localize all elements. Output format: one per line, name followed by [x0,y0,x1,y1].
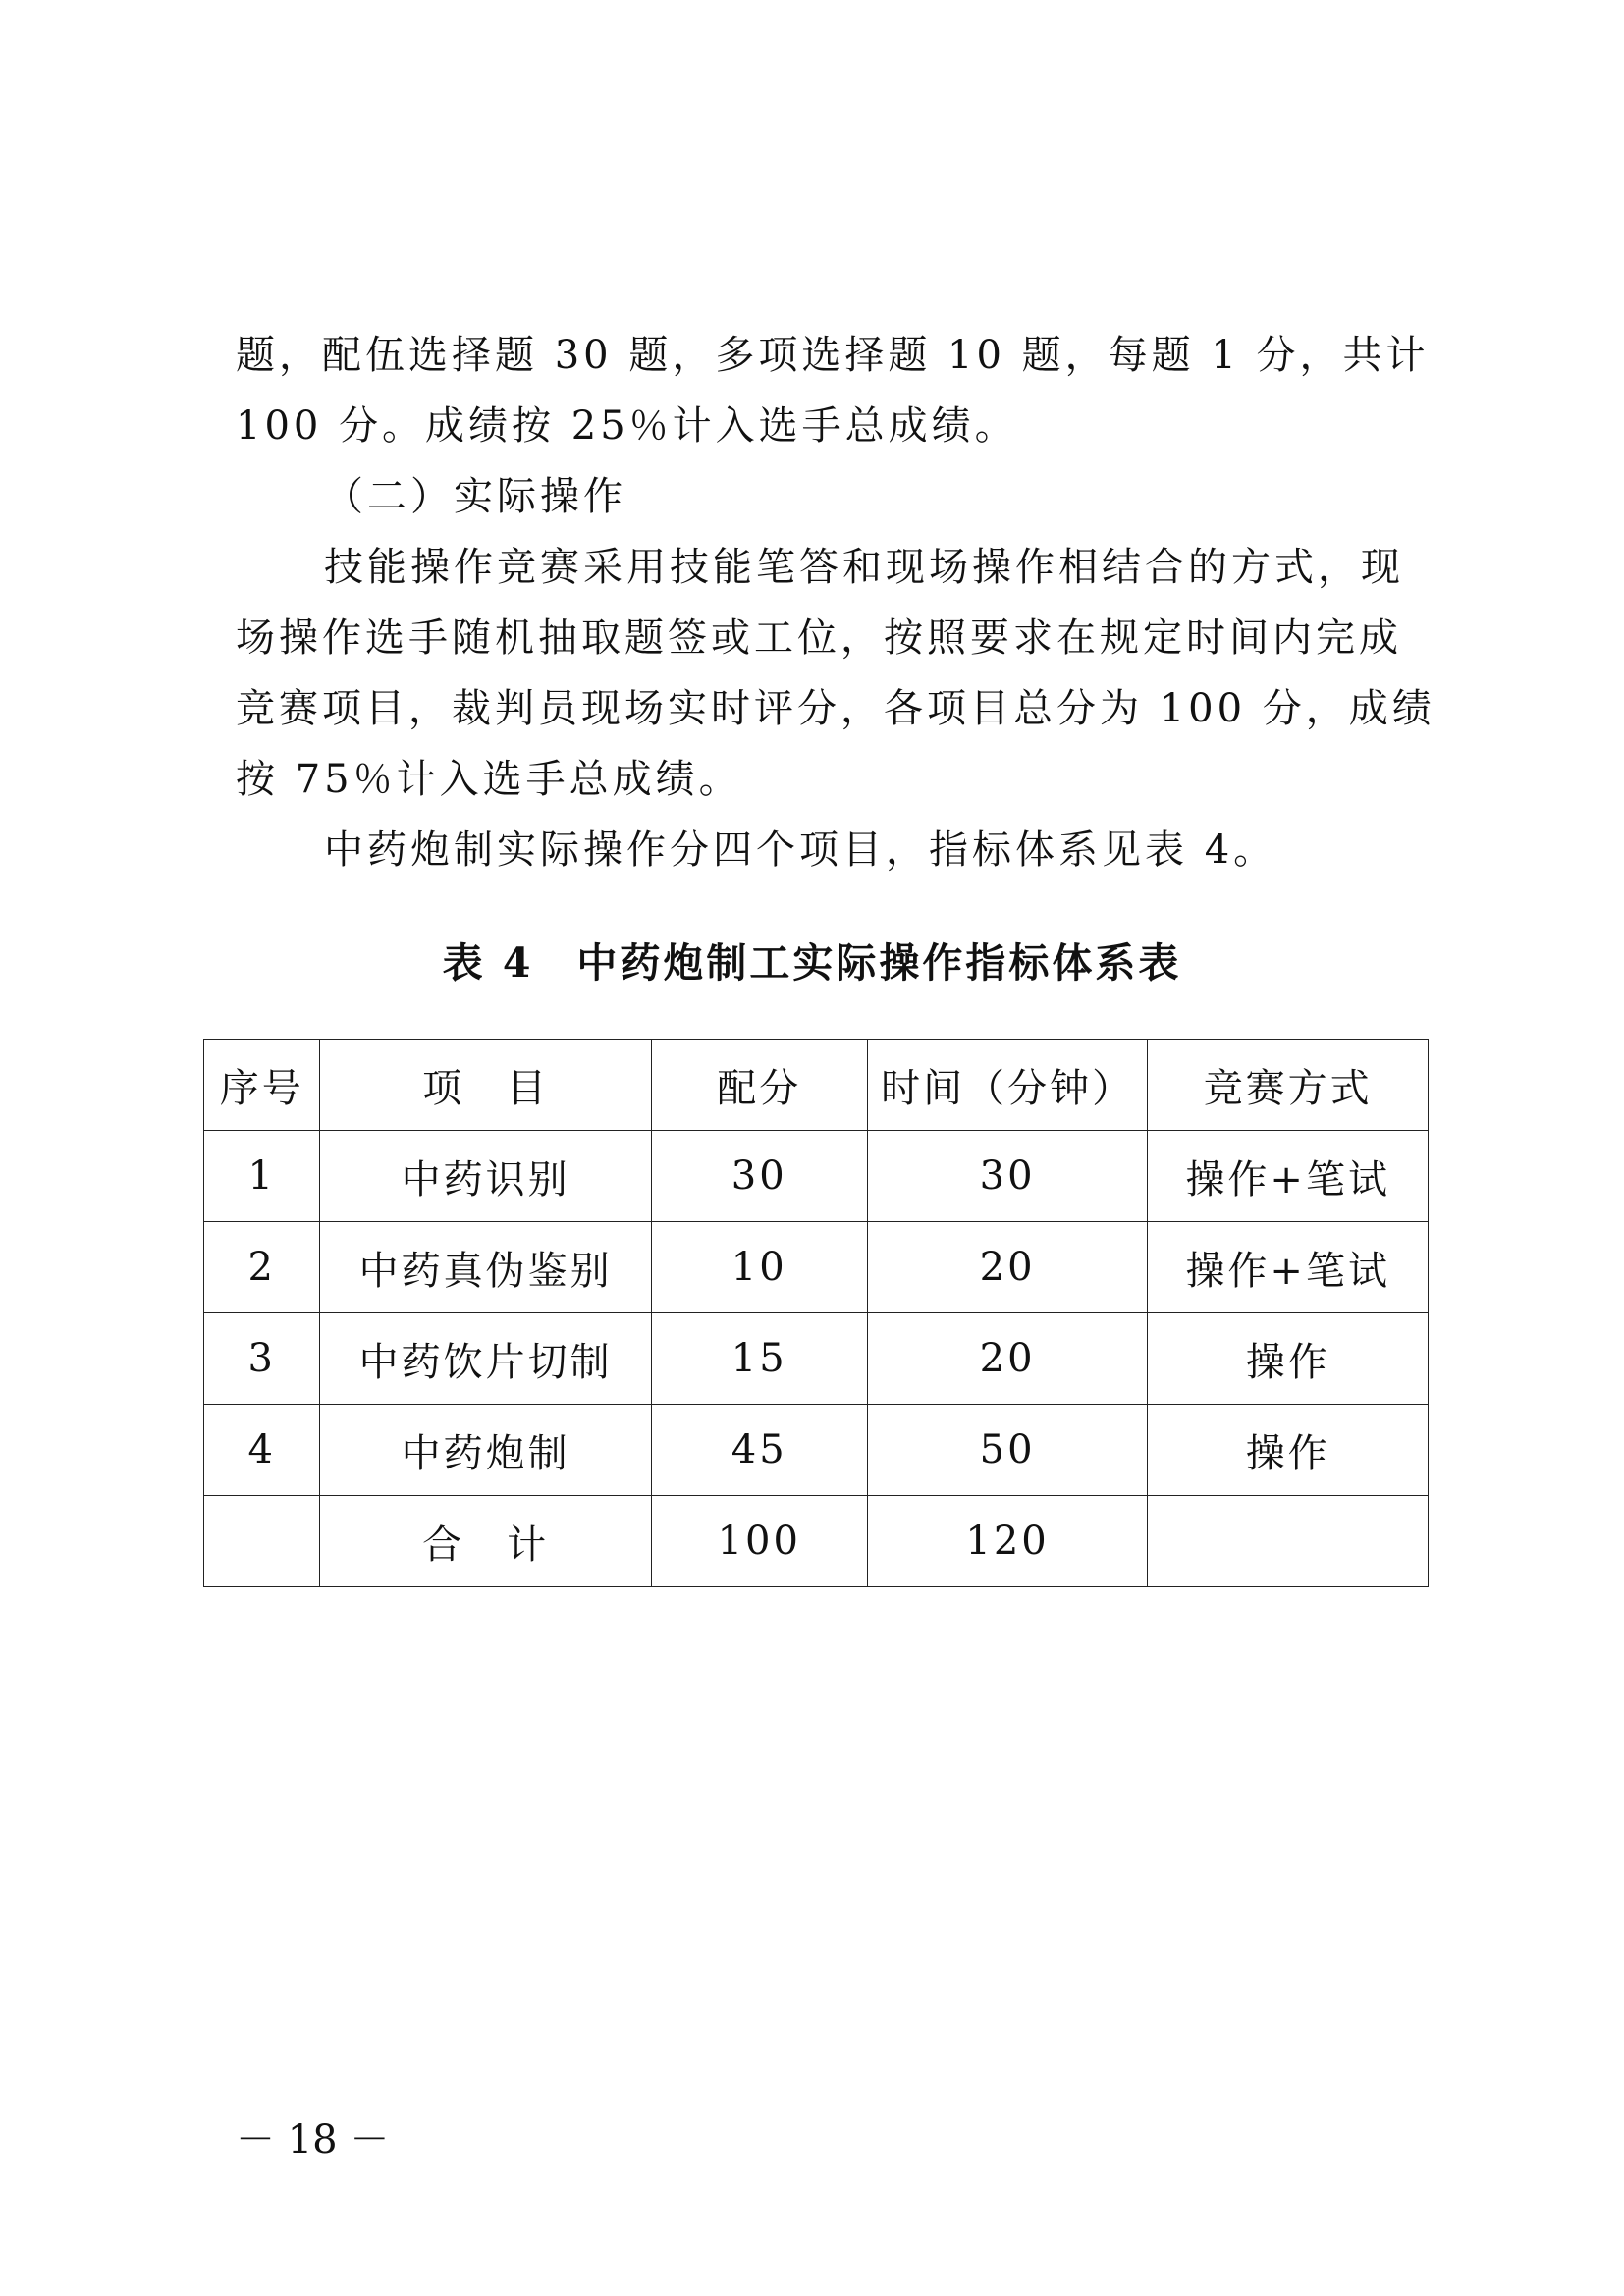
table-cell: 10 [651,1222,867,1313]
header-cell: 竞赛方式 [1148,1040,1429,1131]
table-cell: 20 [867,1222,1148,1313]
table-cell: 100 [651,1496,867,1587]
table-cell: 45 [651,1405,867,1496]
table-row [204,1405,1429,1496]
table-cell: 合 计 [320,1496,651,1587]
header-cell: 序号 [204,1040,320,1131]
table-cell: 30 [867,1131,1148,1222]
table-cell: 3 [204,1313,320,1405]
table-cell: 操作+笔试 [1148,1222,1429,1313]
header-cell: 配分 [651,1040,867,1131]
table-caption: 表 4 中药炮制工实际操作指标体系表 [442,939,1182,987]
table-cell: 中药真伪鉴别 [320,1222,651,1313]
table-cell: 操作 [1148,1405,1429,1496]
table-total-row [204,1496,1429,1587]
table-cell: 4 [204,1405,320,1496]
section-heading: （二）实际操作 [324,474,626,519]
indicator-table [203,1039,1429,1587]
paragraph-line-1: 题，配伍选择题 30 题，多项选择题 10 题，每题 1 分，共计 [236,333,1430,378]
paragraph-line-5: 竞赛项目，裁判员现场实时评分，各项目总分为 100 分，成绩 [236,686,1435,731]
table-cell: 120 [867,1496,1148,1587]
table-cell [204,1496,320,1587]
paragraph-line-3: 技能操作竞赛采用技能笔答和现场操作相结合的方式，现 [324,545,1404,590]
table-cell: 20 [867,1313,1148,1405]
header-cell: 项 目 [320,1040,651,1131]
paragraph-line-6: 按 75％计入选手总成绩。 [236,757,742,802]
header-cell: 时间（分钟） [867,1040,1148,1131]
table-cell: 50 [867,1405,1148,1496]
table-cell [1148,1496,1429,1587]
paragraph-line-2: 100 分。成绩按 25％计入选手总成绩。 [236,403,1018,449]
table-cell: 2 [204,1222,320,1313]
page-number: － 18 － [236,2117,390,2163]
paragraph-line-7: 中药炮制实际操作分四个项目，指标体系见表 4。 [324,828,1277,873]
table-row [204,1313,1429,1405]
table-cell: 操作+笔试 [1148,1131,1429,1222]
table-row [204,1131,1429,1222]
table-cell: 中药炮制 [320,1405,651,1496]
table-cell: 15 [651,1313,867,1405]
paragraph-line-4: 场操作选手随机抽取题签或工位，按照要求在规定时间内完成 [236,615,1402,661]
table-row [204,1222,1429,1313]
table-cell: 30 [651,1131,867,1222]
table-cell: 中药饮片切制 [320,1313,651,1405]
table-cell: 操作 [1148,1313,1429,1405]
table-header-row [204,1040,1429,1131]
table-cell: 中药识别 [320,1131,651,1222]
table-cell: 1 [204,1131,320,1222]
